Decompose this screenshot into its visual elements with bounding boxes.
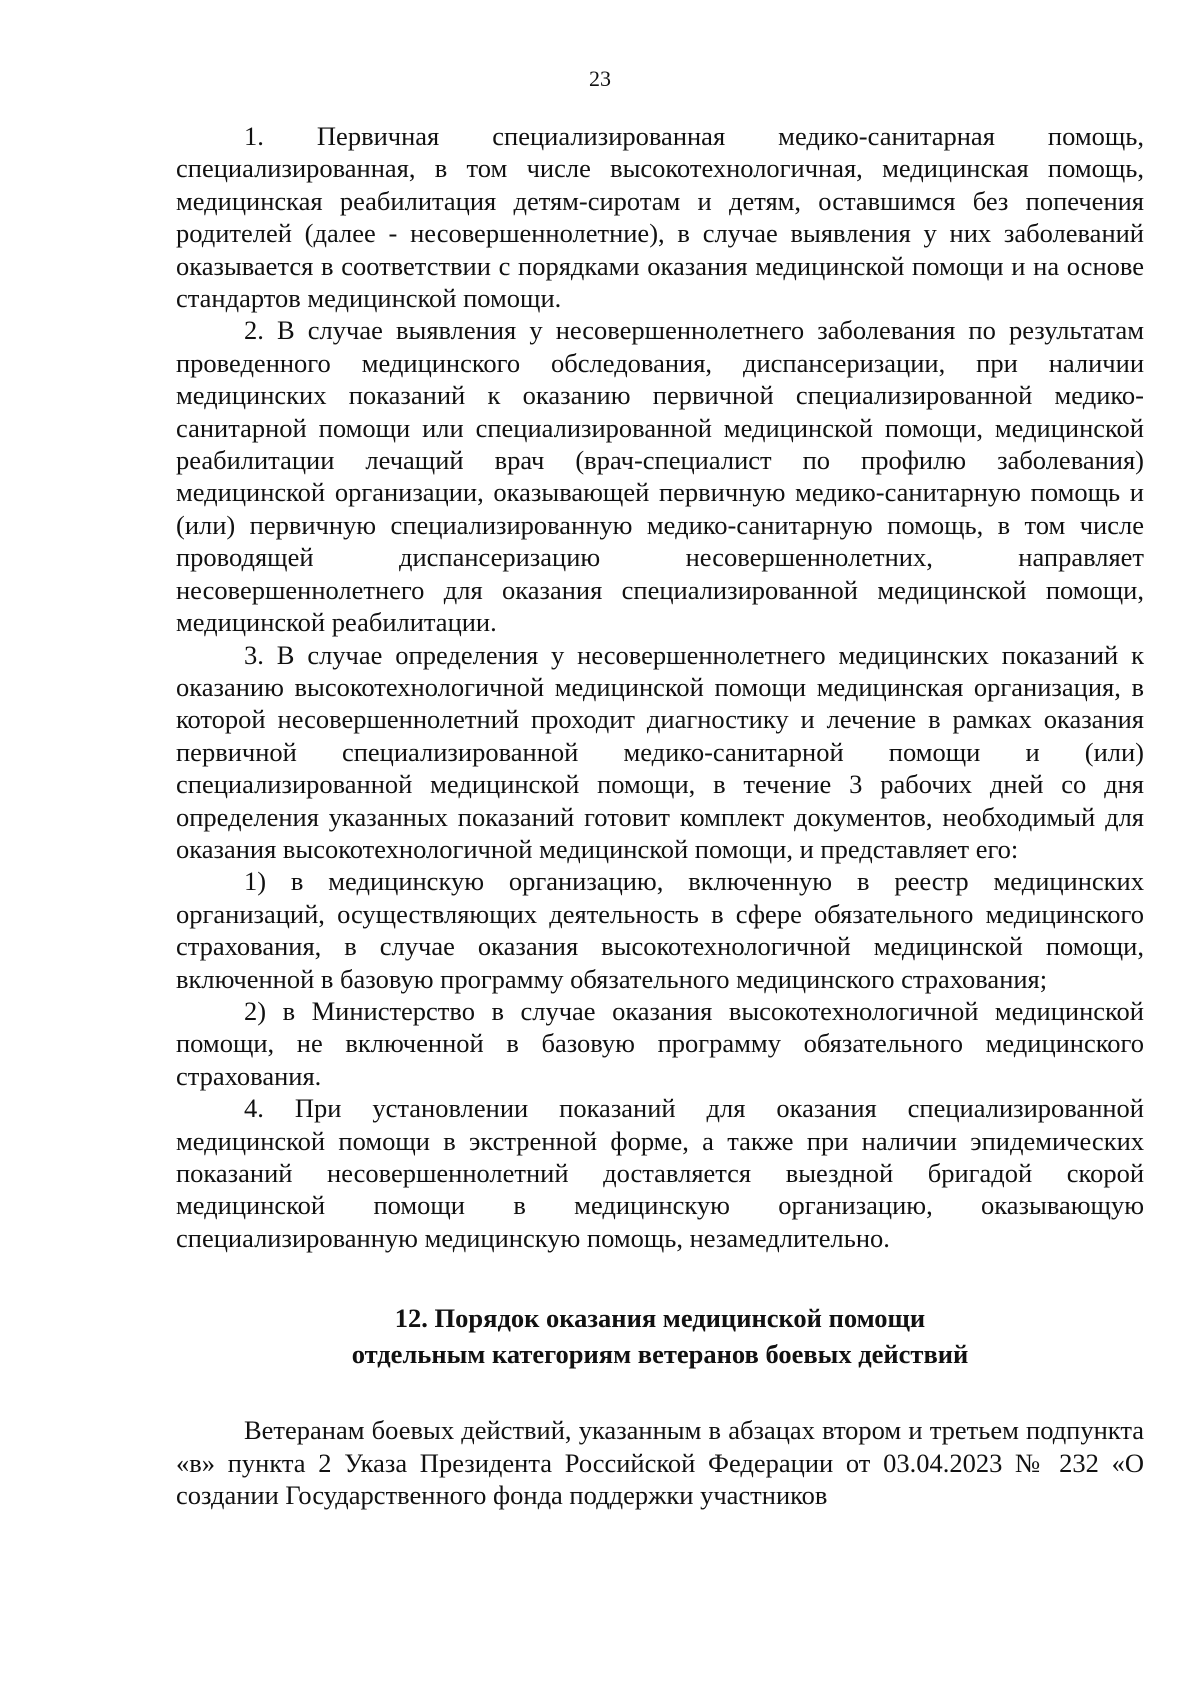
section-heading-line-2: отдельным категориям ветеранов боевых действий (351, 1339, 969, 1370)
paragraph-3-item-2: 2) в Министерство в случае оказания высокотехнологичной медицинской помощи, не включенной в базовую программу обязательного медицинского страхования. (176, 995, 1144, 1091)
paragraph-2: 2. В случае выявления у несовершеннолетнего заболевания по результатам проведенного медицинского обследования, диспансеризации, при наличии медицинских показаний к оказанию первичной специализированной медико-санитарной помощи или специализированной медицинской помощи, медицинской реабилитации лечащий врач (врач-специалист по профилю заболевания) медицинской организации, оказывающей первичную медико-санитарную помощь и (или) первичную специализированную медико-санитарную помощь, в том числе проводящей диспансеризацию несовершеннолетних, направляет несовершеннолетнего для оказания специализированной медицинской помощи, медицинской реабилитации. (176, 315, 1144, 638)
page-number: 23 (589, 66, 611, 91)
section-12-paragraph-1: Ветеранам боевых действий, указанным в абзацах втором и третьем подпункта «в» пункта 2 Указа Президента Российской Федерации от 03.04.2023 № 232 «О создании Государственного фонда поддержки участников (176, 1415, 1144, 1511)
paragraph-4: 4. При установлении показаний для оказания специализированной медицинской помощи в экстренной форме, а также при наличии эпидемических показаний несовершеннолетний доставляется выездной бригадой скорой медицинской помощи в медицинскую организацию, оказывающую специализированную медицинскую помощь, незамедлительно. (176, 1093, 1144, 1253)
document-body (176, 120, 1144, 1511)
paragraph-3-item-1: 1) в медицинскую организацию, включенную в реестр медицинских организаций, осуществляющих деятельность в сфере обязательного медицинского страхования, в случае оказания высокотехнологичной медицинской помощи, включенной в базовую программу обязательного медицинского страхования; (176, 866, 1144, 994)
section-heading (176, 1300, 1144, 1372)
paragraph-1: 1. Первичная специализированная медико-санитарная помощь, специализированная, в том числе высокотехнологичная, медицинская помощь, медицинская реабилитация детям-сиротам и детям, оставшимся без попечения родителей (далее - несовершеннолетние), в случае выявления у них заболеваний оказывается в соответствии с порядками оказания медицинской помощи и на основе стандартов медицинской помощи. (176, 121, 1144, 314)
section-heading-line-1: 12. Порядок оказания медицинской помощи (394, 1303, 926, 1334)
paragraph-3: 3. В случае определения у несовершеннолетнего медицинских показаний к оказанию высокотехнологичной медицинской помощи медицинская организация, в которой несовершеннолетний проходит диагностику и лечение в рамках оказания первичной специализированной медико-санитарной помощи и (или) специализированной медицинской помощи, в течение 3 рабочих дней со дня определения указанных показаний готовит комплект документов, необходимый для оказания высокотехнологичной медицинской помощи, и представляет его: (176, 639, 1144, 864)
